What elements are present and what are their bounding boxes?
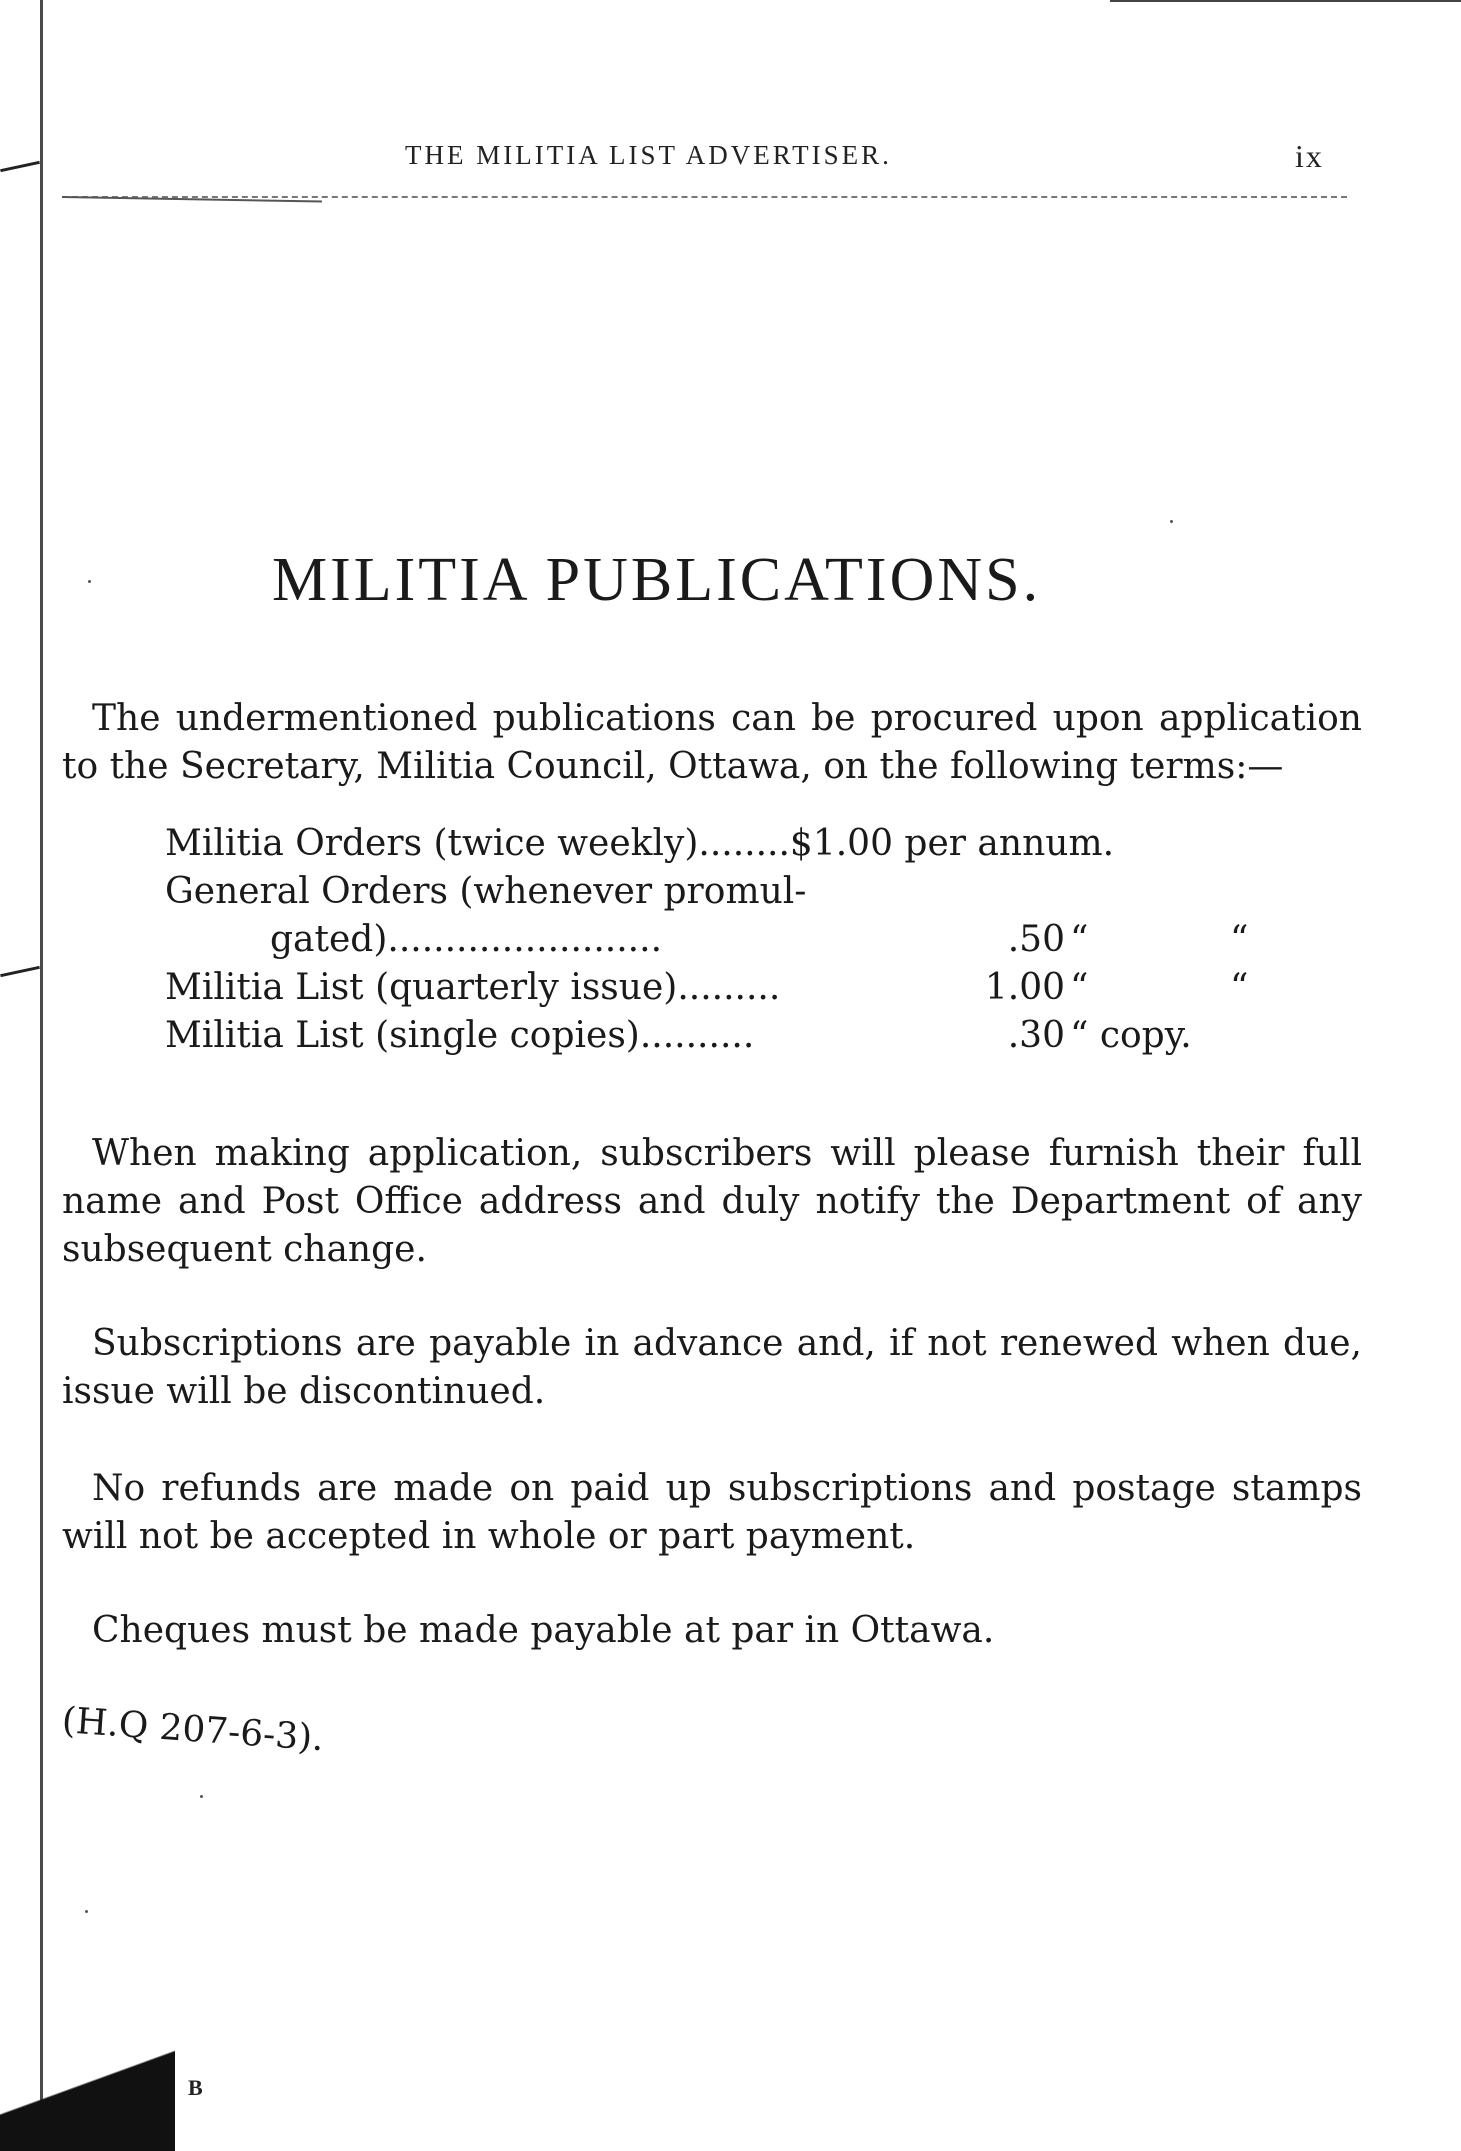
- signature-mark: B: [188, 2075, 203, 2100]
- binding-mark: [0, 966, 40, 977]
- print-speck: [88, 580, 91, 583]
- term-name: Militia List (quarterly issue).........: [165, 967, 781, 1008]
- term-name: gated)........................: [270, 919, 663, 960]
- term-price: .50: [1007, 919, 1065, 960]
- term-text: General Orders (whenever promul-: [165, 871, 807, 912]
- application-paragraph: When making application, subscribers will please furnish their full name and Post Office address and duly notify the Department of any subsequent change.: [62, 1133, 1362, 1270]
- term-ditto: “: [1070, 919, 1089, 960]
- binding-edge: [40, 0, 43, 2151]
- print-speck: [85, 1910, 88, 1913]
- term-price: 1.00: [984, 967, 1065, 1008]
- terms-list: [165, 820, 1265, 1060]
- page-number: ix: [1295, 138, 1324, 174]
- term-text: Militia Orders (twice weekly)........$1.00 per annum.: [165, 823, 1115, 864]
- subscriptions-paragraph: Subscriptions are payable in advance and, if not renewed when due, issue will be discontinued.: [62, 1323, 1362, 1412]
- running-head: THE MILITIA LIST ADVERTISER.: [405, 140, 892, 170]
- binding-mark: [0, 161, 40, 172]
- print-speck: [200, 1795, 203, 1798]
- term-ditto: “: [1070, 967, 1089, 1008]
- terms-row: [165, 964, 1265, 1012]
- term-price: .30: [1007, 1015, 1065, 1056]
- print-speck: [1170, 520, 1173, 523]
- page-title: MILITIA PUBLICATIONS.: [272, 546, 1042, 614]
- term-ditto: “: [1230, 919, 1249, 960]
- intro-paragraph: The undermentioned publications can be procured upon application to the Secretary, Militia Council, Ottawa, on the following terms:—: [62, 698, 1362, 787]
- reference-number: (H.Q 207-6-3).: [60, 1700, 325, 1760]
- refunds-paragraph: No refunds are made on paid up subscriptions and postage stamps will not be accepted in whole or part payment.: [62, 1468, 1362, 1557]
- terms-row: [165, 868, 1265, 916]
- cheques-paragraph: Cheques must be made payable at par in Ottawa.: [92, 1610, 995, 1651]
- header-rule: [62, 196, 1347, 198]
- term-ditto: “: [1230, 967, 1249, 1008]
- terms-row: [165, 820, 1265, 868]
- term-ditto: “ copy.: [1070, 1015, 1192, 1056]
- term-name: Militia List (single copies)..........: [165, 1015, 755, 1056]
- terms-row: [165, 916, 1265, 964]
- binding-shadow: [0, 2031, 175, 2151]
- terms-row: [165, 1012, 1265, 1060]
- top-edge-line: [1110, 0, 1461, 2]
